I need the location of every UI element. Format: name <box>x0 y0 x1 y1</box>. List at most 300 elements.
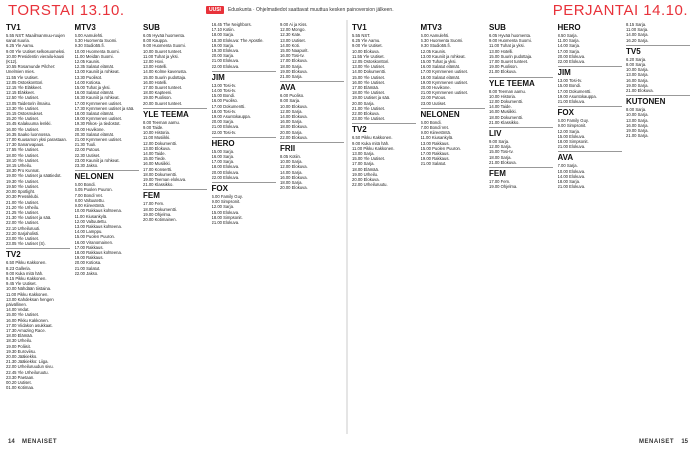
program-entry: 10.00 Nähdään tiistaina. <box>6 286 52 292</box>
program-entry: 19.30 Rikos- ja tiedostot. <box>74 121 121 127</box>
program-entry: 20.00 Sarja. <box>352 100 375 106</box>
channel-heading: FEM <box>143 189 207 200</box>
program-entry: 22.00 Elokuva. <box>211 63 240 69</box>
program-entry: 13.00 Elokuva. <box>143 145 171 151</box>
program-entry: 19.00 Elokuva. <box>280 68 308 74</box>
program-entry: 17.00 Kuusamon yksi parastaan. <box>6 137 67 143</box>
program-entry: 21.00 Klassikko. <box>489 119 520 125</box>
program-entry: 8.00 Sarja. <box>626 62 647 68</box>
program-entry: 12.05 Ostoskonttori. <box>352 59 390 65</box>
program-entry: 20.00 Jääkiekko. <box>6 353 38 359</box>
program-entry: 8.00 Valtuutettu. <box>74 197 105 203</box>
program-entry: 17.00 Fem. <box>489 179 511 185</box>
program-entry: 19.00 Rakkaus. <box>420 156 450 162</box>
program-entry: 16.20 Sarja. <box>626 37 649 43</box>
program-entry: 20.00 Kotiosa. <box>74 260 102 266</box>
program-entry: 7.00 Sarja. <box>557 163 578 169</box>
program-entry: 21.00 Elokuva. <box>211 220 240 226</box>
right-column-2 <box>421 22 485 432</box>
program-entry: 5.55 NST. <box>352 33 371 38</box>
program-entry: 16.45 The Neighbors. <box>211 22 252 27</box>
program-entry: 9.00 Yle Uutiset selkosuomeksi. <box>6 48 66 54</box>
program-entry: 12.00 Sarja. <box>489 144 512 150</box>
channel-heading: AVA <box>558 151 622 162</box>
program-entry: 21.25 Yle Uutiset. <box>6 209 39 215</box>
program-entry: 23.00 Yle Uutiset. <box>6 235 39 241</box>
program-entry: 12.00 Elokuva. <box>280 164 308 170</box>
program-entry: 8.00 Sarja. <box>280 98 301 104</box>
program-entry: 14.00 Sarja. <box>626 32 649 38</box>
program-entry: 11.00 Sarja. <box>557 38 580 44</box>
program-entry: 13.00 Tosi-tv. <box>211 82 237 88</box>
program-entry: 8.15 Sarja. <box>626 22 647 27</box>
program-entry: 15.00 Suurin pudottaja. <box>489 53 533 59</box>
program-entry: 20.30 Pressiklubi. <box>6 194 40 200</box>
program-entry: 12.05 Ostoskonttori. <box>6 79 44 85</box>
program-entry: 17.00 Elämää. <box>352 85 380 91</box>
program-entry: 15.00 Elokuva. <box>211 209 240 215</box>
program-entry: 6.50 Pikku Kakkonen. <box>352 135 393 141</box>
program-entry: 12.05 Kaunis. <box>74 59 101 65</box>
program-entry: 12.00 Sarja. <box>280 108 303 114</box>
program-entry: 17.30 Kymmenen uutiset ja sää. <box>74 105 135 111</box>
program-entry: 6.05 Hyvää huomenta. <box>489 33 532 38</box>
program-entry: 13.00 Kauniit ja rohkeat. <box>74 69 120 75</box>
program-entry: 14.00 Dokumentti. <box>352 69 386 75</box>
program-entry: 20.00 Kotimainen. <box>143 217 177 223</box>
program-entry: 11.00 Tuhat ja yksi. <box>489 43 525 49</box>
banner-badge: UUSI <box>206 6 224 14</box>
program-entry: 19.00 Sarja. <box>211 42 235 48</box>
channel-heading: TV1 <box>352 23 367 32</box>
program-entry: 23.30 Paetaan. <box>6 374 35 380</box>
program-entry: 15.00 Naapurit. <box>280 48 309 54</box>
program-entry: 9.00 Simpsonit. <box>211 199 241 205</box>
program-entry: 9.00 Kuka mitä häh. <box>6 270 44 276</box>
channel-heading: YLE TEEMA <box>489 77 553 88</box>
program-entry: 6.00 Family Guy. <box>557 118 589 124</box>
program-entry: 13.00 Sarja. <box>626 117 649 123</box>
program-entry: 10.00 Elokuva. <box>352 48 380 54</box>
program-entry: 8.00 Teeman aamu. <box>143 119 180 125</box>
program-entry: 19.00 Kymmenen uutiset. <box>74 116 122 122</box>
program-entry: 10.00 Sarja. <box>280 159 303 165</box>
program-entry: 6.50 Pikku Kakkonen. <box>6 260 47 266</box>
program-entry: 12.00 Mongo. <box>280 27 306 33</box>
program-entry: 12.15 Eläkkeet. <box>6 90 35 96</box>
program-entry: 9.00 Kiireetöntä. <box>420 130 451 136</box>
program-entry: 17.00 Konsertti. <box>143 166 173 172</box>
program-entry: 19.00 Asuntokauppa. <box>557 93 597 99</box>
program-entry: 15.00 Yle Uutiset. <box>6 312 39 318</box>
program-entry: 6.00 Aamulehti. <box>74 33 104 38</box>
program-entry: 22.00 Tosi-tv. <box>211 129 237 135</box>
program-entry: 22.00 Urheiluruudun sivu. <box>6 364 54 370</box>
program-entry: 6.05 Puolen Puuron. <box>74 187 113 193</box>
channel-heading: NELONEN <box>75 170 139 181</box>
program-entry: 16.30 Kauniit ja rohkeat. <box>74 95 120 101</box>
program-entry: 6.00 Aamulehti. <box>420 33 450 38</box>
program-entry: 20.00 Huvikone. <box>74 126 105 132</box>
program-entry: 6.05 Hyvää huomenta. <box>143 33 186 38</box>
left-column-1 <box>6 22 70 432</box>
program-entry: 20.00 Sarja. <box>211 119 235 125</box>
channel-heading: TV2 <box>6 248 70 259</box>
program-entry: 23.05 Yle Uutiset (S). <box>6 241 46 247</box>
program-entry: 10.00 Sarja. <box>626 112 649 118</box>
program-entry: 15.00 Tiede. <box>143 156 167 162</box>
program-entry: 21.00 Elokuva. <box>557 144 586 150</box>
program-entry: 22.00 Putous. <box>420 95 447 101</box>
program-entry: 20.00 Sarja. <box>280 129 303 135</box>
program-entry: 13.00 Rakkaus. <box>420 140 450 146</box>
program-entry: 17.55 Yle Uutiset. <box>6 147 39 153</box>
program-entry: 18.00 Elokuva. <box>280 124 308 130</box>
program-entry: 9.00 Huomenta Suomi. <box>489 38 532 44</box>
program-entry: 9.30 Studio55.fi. <box>420 43 451 49</box>
program-entry: 17.00 Sarja. <box>211 159 235 165</box>
program-entry: 11.00 Musiikki. <box>143 135 171 141</box>
program-entry: 18.00 Dokumentti. <box>143 206 177 212</box>
program-entry: 16.00 Sarja. <box>626 77 649 83</box>
program-entry: 21.00 Kymmenen uutiset. <box>74 137 122 143</box>
program-entry: 16.00 Viranomainen. <box>74 239 114 245</box>
program-entry: 6.25 Yle Aamu. <box>352 38 381 44</box>
program-entry: 21.00 Sarja. <box>280 74 303 80</box>
program-entry: 16.00 Sarja. <box>280 119 303 125</box>
program-entry: 22.10 Urheiluruuti. <box>6 225 41 231</box>
program-entry: 18.15 Urheilu. <box>6 163 33 169</box>
channel-heading: TV1 <box>6 23 21 32</box>
program-entry: 8.50 Sarja. <box>557 33 578 38</box>
program-entry: 8.00 Teeman aamu. <box>489 88 526 94</box>
program-entry: 17.00 Suuret tunteet. <box>143 85 183 91</box>
program-entry: 19.00 Puolison. <box>143 95 172 101</box>
program-entry: 22.45 Yle Urheiluruutu. <box>6 369 49 375</box>
program-entry: 20.00 Elokuva. <box>352 177 380 183</box>
program-entry: 15.00 Puolen Puuron. <box>420 145 462 151</box>
program-entry: 19.00 Yle Uutiset ja säätiedot. <box>6 173 62 179</box>
program-entry: 16.00 Hotelli. <box>143 79 168 85</box>
channel-heading: FOX <box>558 106 622 117</box>
program-entry: 18.10 Yle Uutiset. <box>6 157 39 163</box>
program-entry: 16.00 Yle Uutiset. <box>352 79 385 85</box>
program-entry: 14.00 Koti. <box>280 42 301 48</box>
program-entry: 14.00 Taide. <box>489 104 512 110</box>
program-entry: 14.00 Vedat. <box>6 307 30 313</box>
program-entry: 13.05 Taidetorin ilmaisu. <box>6 100 52 106</box>
channel-heading: YLE TEEMA <box>143 108 207 119</box>
program-entry: 13.30 Yle Uutiset. <box>6 105 39 111</box>
right-column-1 <box>352 22 416 432</box>
program-entry: 15.00 Puolen Puuron. <box>74 234 116 240</box>
program-entry: 15.45 Kalakuuma lenkki. <box>6 121 52 127</box>
program-entry: 19.00 Sarja. <box>626 128 649 134</box>
program-entry: 21.20 Yle Urheilu. <box>6 204 40 210</box>
channel-heading: JIM <box>558 66 622 77</box>
program-entry: 17.00 Dokumentti. <box>557 88 592 94</box>
channel-heading: KUTONEN <box>626 95 690 106</box>
program-entry: 17.00 Sarja. <box>557 48 581 54</box>
program-entry: 20.00 Elokuva. <box>211 169 240 175</box>
program-entry: 18.00 Yle Uutiset. <box>352 90 385 96</box>
program-entry: 9.00 Simpsonit. <box>557 123 587 129</box>
program-entry: 8.00 Kauppa. <box>143 38 168 44</box>
page-footer <box>0 436 696 448</box>
program-entry: 21.00 Elokuva. <box>489 159 517 165</box>
program-entry: 20.00 Huvikone. <box>420 85 451 91</box>
channel-heading: SUB <box>143 23 160 32</box>
program-entry: 16.00 Puoliso. <box>211 98 239 104</box>
program-entry: 23.00 Yle Uutiset. <box>352 116 385 122</box>
program-entry: 18.00 Yle Uutiset. <box>6 152 39 158</box>
program-entry: 19.00 Uutiset ja sää. <box>352 95 391 101</box>
program-entry: 18.30 Pro Kunnat. <box>6 168 40 174</box>
program-entry: 16.00 Tosi-tv. <box>280 53 305 59</box>
program-entry: 17.00 Rakkaus. <box>74 244 104 250</box>
program-entry: 10.00 Suuret tunteet. <box>143 48 183 54</box>
channel-heading: JIM <box>212 71 276 82</box>
program-entry: 6.00 Puoliso. <box>280 93 305 99</box>
program-entry: 11.00 Pikku Kakkonen. <box>6 291 49 297</box>
program-entry: 21.00 Elokuva. <box>489 69 517 75</box>
program-entry: 20.00 Sarja. <box>211 53 235 59</box>
program-entry: 19.00 Ohjelma. <box>143 211 172 217</box>
program-entry: 18.00 Elokuva. <box>211 164 240 170</box>
program-entry: 19.00 Puolison. <box>489 64 518 70</box>
program-entry: 21.00 Elokuva. <box>211 58 240 64</box>
program-entry: 9.30 Studio55.fi. <box>74 43 105 49</box>
program-entry: 18.00 Elämää. <box>352 166 380 172</box>
page-gutter <box>346 20 348 434</box>
banner-text: Eduskunta · Ohjelmatiedot saattavat muuttua kesken painoversion jälkeen. <box>227 7 394 13</box>
program-entry: 19.00 Urheilu. <box>352 171 379 177</box>
left-magazine-name: MENAISET <box>22 439 58 445</box>
program-entry: 18.30 Urheilu. <box>6 338 33 344</box>
program-entry: 19.00 Poliisit. <box>6 343 31 349</box>
program-entry: 9.00 Ai ja Kiss. <box>280 22 308 27</box>
program-entry: 13.00 Kauniit ja rohkeat. <box>420 53 466 59</box>
program-entry: 10.55 Rosamunde Pilcher: Unelmien mies. <box>6 64 56 75</box>
page-header <box>0 0 696 20</box>
program-entry: 11.00 Kiusankylä. <box>74 213 108 219</box>
program-entry: 18.00 Elämää. <box>6 333 34 339</box>
channel-heading: HERO <box>212 137 276 148</box>
program-entry: 12.00 Dokumentti. <box>143 140 177 146</box>
channel-heading: MTV3 <box>74 23 96 32</box>
program-entry: 17.00 Suuret tunteet. <box>489 59 529 65</box>
program-entry: 21.00 Kymmenen uutiset. <box>420 90 468 96</box>
program-entry: 18.00 Dokumentti. <box>143 171 177 177</box>
program-entry: 11.00 Pikku Kakkonen. <box>352 145 395 151</box>
left-column-3 <box>143 22 207 432</box>
program-entry: 12.30 Kate. <box>280 32 302 38</box>
program-entry: 9.45 Yle Uutiset. <box>6 281 37 287</box>
program-entry: 22.00 Urheiluruutu. <box>352 182 388 188</box>
channel-heading: FOX <box>212 182 276 193</box>
program-entry: 17.00 Kymmenen uutiset. <box>420 69 468 75</box>
program-entry: 15.00 Tosi-tv. <box>489 149 514 155</box>
program-entry: 10.00 Elokuva. <box>280 103 308 109</box>
program-entry: 14.00 Elokuva. <box>280 114 308 120</box>
channel-heading: FEM <box>489 167 553 178</box>
header-banner <box>206 5 490 15</box>
program-entry: 22.00 Elokuva. <box>211 174 240 180</box>
program-entry: 22.00 Elokuva. <box>557 59 586 65</box>
program-entry: 6.00 Family Guy. <box>211 194 243 200</box>
program-entry: 10.00 Historia. <box>143 130 170 136</box>
left-column-4 <box>212 22 276 432</box>
program-entry: 14.00 Taide. <box>143 151 166 157</box>
program-entry: 16.00 Yle Uutiset. <box>6 126 39 132</box>
program-entry: 6.00 Bondi. <box>74 182 96 188</box>
program-entry: 14.00 Kolme kaverusta. <box>143 69 187 75</box>
program-entry: 16.00 Pikku Kakkonen. <box>6 317 49 323</box>
program-entry: 00.20 Uutiset. <box>6 380 32 385</box>
program-entry: 13.30 Puolisot. <box>74 74 103 80</box>
program-entry: 14.00 Tosi-tv. <box>211 88 237 94</box>
program-entry: 15.00 Yle Uutiset. <box>352 74 385 80</box>
program-entry: 13.00 Hotelli. <box>143 64 168 70</box>
program-entry: 14.00 Kotiosa. <box>74 79 102 85</box>
program-entry: 20.00 Spotlight. <box>6 189 36 195</box>
program-entry: 19.30 Euroviisu. <box>6 348 37 354</box>
program-entry: 9.00 Kuka mitä häh. <box>352 140 390 146</box>
program-entry: 16.00 Sarja. <box>211 154 235 160</box>
program-entry: 14.00 Elokuva. <box>557 173 586 179</box>
right-page-number: 15 <box>681 439 688 445</box>
program-entry: 12.00 Dokumentti. <box>489 99 523 105</box>
program-entry: 9.00 Taide. <box>143 125 164 131</box>
program-entry: 11.55 Yle Uutiset. <box>6 74 39 80</box>
right-column-3 <box>489 22 553 432</box>
program-entry: 9.00 Sarja. <box>489 139 510 145</box>
left-column-5 <box>280 22 344 432</box>
program-entry: 8.00 Sarja. <box>626 107 647 113</box>
program-entry: 17.00 Elokuva. <box>280 58 308 64</box>
program-entry: 11.00 Kiusankylä. <box>420 135 454 141</box>
program-entry: 18.00 Sarja. <box>489 154 512 160</box>
program-entry: 15.00 Suurin pudottaja. <box>143 74 187 80</box>
program-entry: 15.00 Bondi. <box>557 83 582 89</box>
program-entry: 12.05 Kaunis. <box>420 48 447 54</box>
program-entry: 12.50 Yle Uutiset. <box>6 95 39 101</box>
program-entry: 17.00 Fem. <box>143 201 165 207</box>
program-entry: 17.00 Kymmenen uutiset. <box>74 100 122 106</box>
program-entry: 15.20 Yle Uutiset. <box>6 116 39 122</box>
program-entry: 15.00 Elokuva. <box>557 133 586 139</box>
program-entry: 8.05 Kotiin. <box>280 154 301 160</box>
program-entry: 10.00 Sarja. <box>626 67 649 73</box>
program-entry: 13.00 Sarja. <box>352 151 375 157</box>
program-entry: 17.10 Kotiin. <box>211 27 235 33</box>
right-page-listings <box>352 22 690 432</box>
left-day-title: TORSTAI 13.10. <box>8 2 125 19</box>
right-day-title: PERJANTAI 14.10. <box>552 2 688 19</box>
program-entry: 9.00 Yle Uutiset. <box>352 43 383 49</box>
program-entry: 21.00 Yle Uutiset. <box>6 199 39 205</box>
program-entry: 13.00 Hotelli. <box>489 48 514 54</box>
program-entry: 22.00 Putous. <box>74 147 101 153</box>
program-entry: 23.00 Kauniit ja rohkeat. <box>74 157 120 163</box>
program-entry: 5.55 NST: Maailmanmuu-ruujen sanat suuria. <box>6 33 65 44</box>
right-column-4 <box>558 22 622 432</box>
program-entry: 13.00 Yle Uutiset. <box>352 64 385 70</box>
program-entry: 12.00 Hovi. <box>143 59 165 65</box>
program-entry: 13.00 Sarja. <box>626 72 649 78</box>
program-entry: 18.00 Sarja. <box>280 180 303 186</box>
program-entry: 22.00 Yle Uutiset. <box>6 220 39 226</box>
channel-heading: FRII <box>280 142 344 153</box>
program-entry: 16.00 Salatut elämät. <box>420 64 461 70</box>
program-entry: 15.00 Bondi. <box>211 93 236 99</box>
program-entry: 20.00 Elokuva. <box>557 53 586 59</box>
channel-heading: AVA <box>280 81 344 92</box>
program-entry: 15.00 Yle Uutiset. <box>352 156 385 162</box>
program-entry: 13.00 Tosi-tv. <box>557 78 583 84</box>
program-entry: 21.00 Elokuva. <box>557 184 586 190</box>
program-entry: 16.00 Musiikki. <box>143 161 171 167</box>
program-entry: 9.15 Pikku Kakkonen. <box>6 275 47 281</box>
program-entry: 10.00 Historia. <box>489 93 516 99</box>
program-entry: 17.00 Dokumentti. <box>211 103 246 109</box>
program-entry: 01.00 Kotimaa. <box>6 385 35 391</box>
program-entry: 6.30 Huomenta Suomi. <box>420 38 464 44</box>
program-entry: 20.30 Salatut elämät. <box>74 131 115 137</box>
program-entry: 9.00 Kiireetöntä. <box>74 203 105 209</box>
program-entry: 19.00 Ohjelma. <box>489 184 518 190</box>
program-entry: 18.00 Salatut elämät. <box>74 111 115 117</box>
channel-heading: TV2 <box>352 123 416 134</box>
program-entry: 9.00 Huomenta Suomi. <box>143 43 186 49</box>
left-page-listings <box>6 22 344 432</box>
program-entry: 21.30 Yle Uutiset ja sää. <box>6 215 52 221</box>
program-entry: 11.00 Tuhat ja yksi. <box>143 53 179 59</box>
program-entry: 19.50 Yle Uutiset. <box>6 183 39 189</box>
channel-heading: TV5 <box>626 45 690 56</box>
program-entry: 16.00 Sarja. <box>626 122 649 128</box>
program-entry: 22.30 Uutiset. <box>74 152 101 158</box>
program-entry: 17.00 Viidakon asukkaat. <box>6 322 53 328</box>
program-entry: 14.00 Sarja. <box>557 43 581 49</box>
program-entry: 6.00 Bondi. <box>420 119 442 125</box>
program-entry: 8.23 Galleria. <box>6 265 31 271</box>
program-entry: 11.00 Meidän Suomi. <box>74 53 114 59</box>
program-entry: 12.00 Sarja. <box>211 204 235 210</box>
program-entry: 10.00 Presidentin vierailu-kausi (K12). <box>6 53 65 65</box>
channel-heading: MTV3 <box>420 23 442 32</box>
program-entry: 15.15 Ostosmukset. <box>6 111 44 117</box>
program-entry: 23.30 Jakso. <box>74 163 99 169</box>
program-entry: 21.00 Elokuva. <box>211 124 240 130</box>
program-entry: 17.30 Amazing Race. <box>6 327 46 333</box>
program-entry: 17.30 Sananvapaus. <box>6 142 45 148</box>
program-entry: 22.00 Elokuva. <box>280 134 308 140</box>
program-entry: 6.20 Sarja. <box>626 56 647 62</box>
right-column-5 <box>626 22 690 432</box>
program-entry: 15.00 Sarja. <box>211 148 235 154</box>
program-entry: 21.00 Elokuva. <box>557 99 586 105</box>
program-entry: 12.00 Sarja. <box>557 128 581 134</box>
program-entry: 19.00 Rakkaus. <box>74 255 104 261</box>
program-entry: 15.00 Tuhat ja yksi. <box>74 85 111 91</box>
program-entry: 21.00 Klassikko. <box>143 182 174 188</box>
program-entry: 22.00 Elokuva. <box>352 111 380 117</box>
program-entry: 19.00 Sarja. <box>626 82 649 88</box>
program-entry: 18.00 Dokumentti. <box>489 114 523 120</box>
program-entry: 18.00 Kapteeni. <box>143 90 173 96</box>
program-entry: 12.35 Salatut elämät. <box>74 64 115 70</box>
